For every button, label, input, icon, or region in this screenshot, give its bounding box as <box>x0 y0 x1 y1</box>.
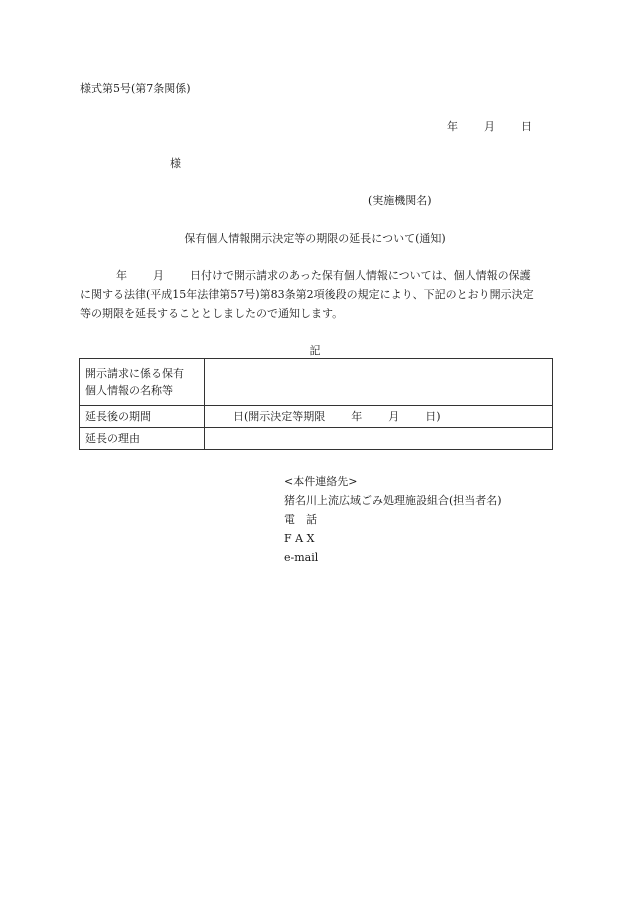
ki-heading: 記 <box>309 344 321 357</box>
body-year-label: 年 <box>116 269 127 282</box>
table-label-name-line-1: 開示請求に係る保有 <box>85 367 184 380</box>
body-line-3: 等の期限を延長することとしましたので通知します。 <box>80 307 344 320</box>
contact-block <box>284 472 502 567</box>
table-row <box>80 359 553 406</box>
table-value-reason[interactable] <box>205 428 553 450</box>
contact-phone-label: 電 話 <box>284 513 317 526</box>
period-day-text: 日(開示決定等期限 <box>233 410 326 423</box>
addressee-suffix: 様 <box>170 157 181 170</box>
table-label-name-line-2: 個人情報の名称等 <box>85 384 173 397</box>
table-label-reason: 延長の理由 <box>80 428 205 450</box>
table-label-period: 延長後の期間 <box>80 406 205 428</box>
contact-organization: 猪名川上流広域ごみ処理施設組合(担当者名) <box>284 494 502 507</box>
period-month-label: 月 <box>388 410 400 423</box>
date-month-label: 月 <box>484 120 495 133</box>
body-line-1 <box>80 266 552 285</box>
body-paragraph <box>80 266 552 323</box>
form-number: 様式第5号(第7条関係) <box>80 82 191 95</box>
contact-heading: <本件連絡先> <box>284 475 358 488</box>
body-line-2: に関する法律(平成15年法律第57号)第83条第2項後段の規定により、下記のとおり開示決定 <box>80 288 534 301</box>
body-line-1-text: 日付けで開示請求のあった保有個人情報については、個人情報の保護 <box>190 269 531 282</box>
date-year-label: 年 <box>447 120 458 133</box>
period-year-label: 年 <box>351 410 363 423</box>
body-month-label: 月 <box>153 269 164 282</box>
document-title: 保有個人情報開示決定等の期限の延長について(通知) <box>184 232 446 245</box>
date-day-label: 日 <box>521 120 532 133</box>
table-label-name <box>80 359 205 406</box>
contact-email-label: e-mail <box>284 551 319 564</box>
table-value-name[interactable] <box>205 359 553 406</box>
info-table <box>79 358 553 450</box>
period-day-close: 日) <box>425 410 441 423</box>
table-row <box>80 406 553 428</box>
table-value-period[interactable] <box>205 406 553 428</box>
contact-fax-label: F A X <box>284 532 315 545</box>
agency-name: (実施機関名) <box>368 194 432 207</box>
date-line <box>447 120 532 134</box>
table-row <box>80 428 553 450</box>
